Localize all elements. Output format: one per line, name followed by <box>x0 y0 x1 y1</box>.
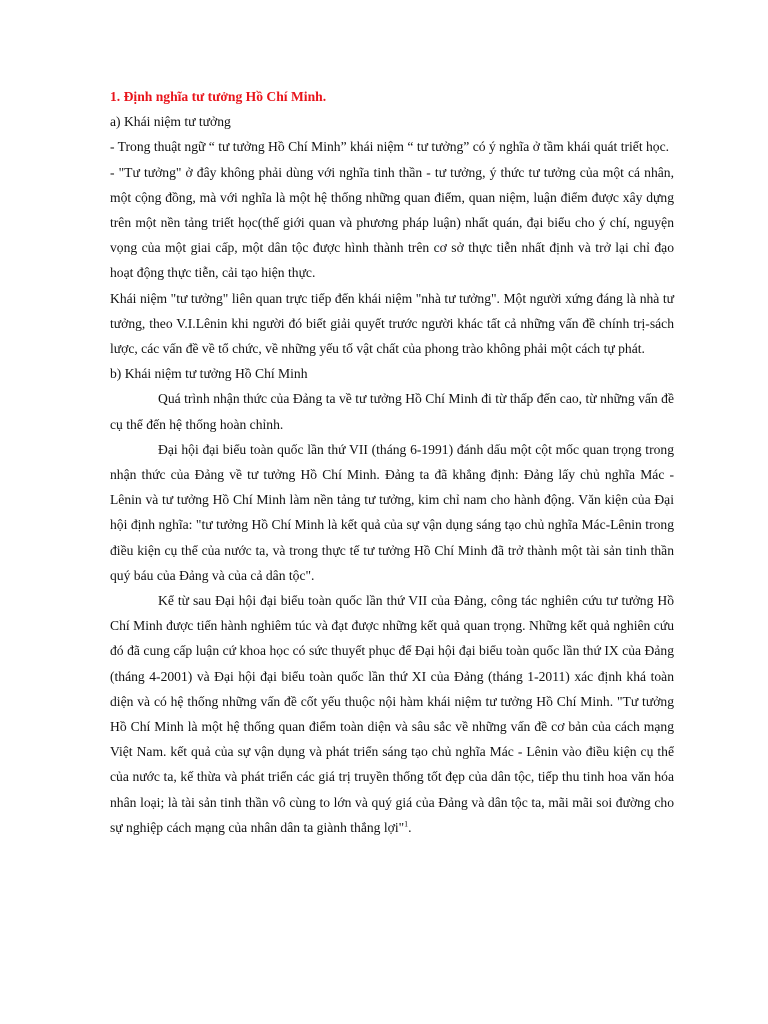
paragraph-6 <box>110 588 674 840</box>
footnote-reference[interactable]: 1 <box>404 819 409 829</box>
paragraph-4: Quá trình nhận thức của Đảng ta về tư tưởng Hồ Chí Minh đi từ thấp đến cao, từ những vấn đề cụ thể đến hệ thống hoàn chỉnh. <box>110 391 674 432</box>
paragraph-6-end: . <box>408 819 412 835</box>
paragraph-5: Đại hội đại biểu toàn quốc lần thứ VII (tháng 6-1991) đánh dấu một cột mốc quan trọng trong nhận thức của Đảng về tư tưởng Hồ Chí Minh. Đảng ta đã khẳng định: Đảng lấy chủ nghĩa Mác - Lênin và tư tưởng Hồ Chí Minh làm nền tảng tư tưởng, kim chỉ nam cho hành động. Văn kiện của Đại hội định nghĩa: "tư tưởng Hồ Chí Minh là kết quả của sự vận dụng sáng tạo chủ nghĩa Mác-Lênin trong điều kiện cụ thể của nước ta, và trong thực tế tư tưởng Hồ Chí Minh đã trở thành một tài sản tinh thần quý báu của Đảng và của cả dân tộc". <box>110 441 674 583</box>
subheading-a: a) Khái niệm tư tưởng <box>110 114 231 130</box>
paragraph-1: - Trong thuật ngữ “ tư tưởng Hồ Chí Minh” khái niệm “ tư tưởng” có ý nghĩa ở tầm khái quát triết học. <box>110 139 670 155</box>
section-heading: 1. Định nghĩa tư tưởng Hồ Chí Minh. <box>110 89 327 104</box>
paragraph-3: Khái niệm "tư tưởng" liên quan trực tiếp đến khái niệm "nhà tư tưởng". Một người xứng đáng là nhà tư tưởng, theo V.I.Lênin khi người đó biết giải quyết trước người khác tất cả những vấn đề chính trị-sách lược, các vấn đề về tổ chức, về những yếu tố vật chất của phong trào không phải một cách tự phát. <box>110 290 674 357</box>
document-page <box>110 84 674 840</box>
paragraph-2: - "Tư tưởng" ở đây không phải dùng với nghĩa tinh thần - tư tưởng, ý thức tư tưởng của một cá nhân, một cộng đồng, mà với nghĩa là một hệ thống những quan điểm, quan niệm, luận điểm được xây dựng trên một nền tảng triết học(thế giới quan và phương pháp luận) nhất quán, đại biểu cho ý chí, nguyện vọng của một giai cấp, một dân tộc được hình thành trên cơ sở thực tiễn nhất định và trở lại chỉ đạo hoạt động thực tiễn, cải tạo hiện thực. <box>110 164 674 281</box>
paragraph-6-text: Kể từ sau Đại hội đại biểu toàn quốc lần thứ VII của Đảng, công tác nghiên cứu tư tưởng Hồ Chí Minh được tiến hành nghiêm túc và đạt được những kết quả quan trọng. Những kết quả nghiên cứu đó đã cung cấp luận cứ khoa học có sức thuyết phục để Đại hội đại biểu toàn quốc lần thứ IX của Đảng (tháng 4-2001) và Đại hội đại biểu toàn quốc lần thứ XI của Đảng (tháng 1-2011) xác định khá toàn diện và có hệ thống những vấn đề cốt yếu thuộc nội hàm khái niệm tư tưởng Hồ Chí Minh. "Tư tưởng Hồ Chí Minh là một hệ thống quan điểm toàn diện và sâu sắc về những vấn đề cơ bản của cách mạng Việt Nam. kết quả của sự vận dụng và phát triển sáng tạo chủ nghĩa Mác - Lênin vào điều kiện cụ thể của nước ta, kế thừa và phát triển các giá trị truyền thống tốt đẹp của dân tộc, tiếp thu tinh hoa văn hóa nhân loại; là tài sản tinh thần vô cùng to lớn và quý giá của Đảng và dân tộc ta, mãi mãi soi đường cho sự nghiệp cách mạng của nhân dân ta giành thắng lợi" <box>110 593 674 835</box>
subheading-b: b) Khái niệm tư tưởng Hồ Chí Minh <box>110 366 308 382</box>
